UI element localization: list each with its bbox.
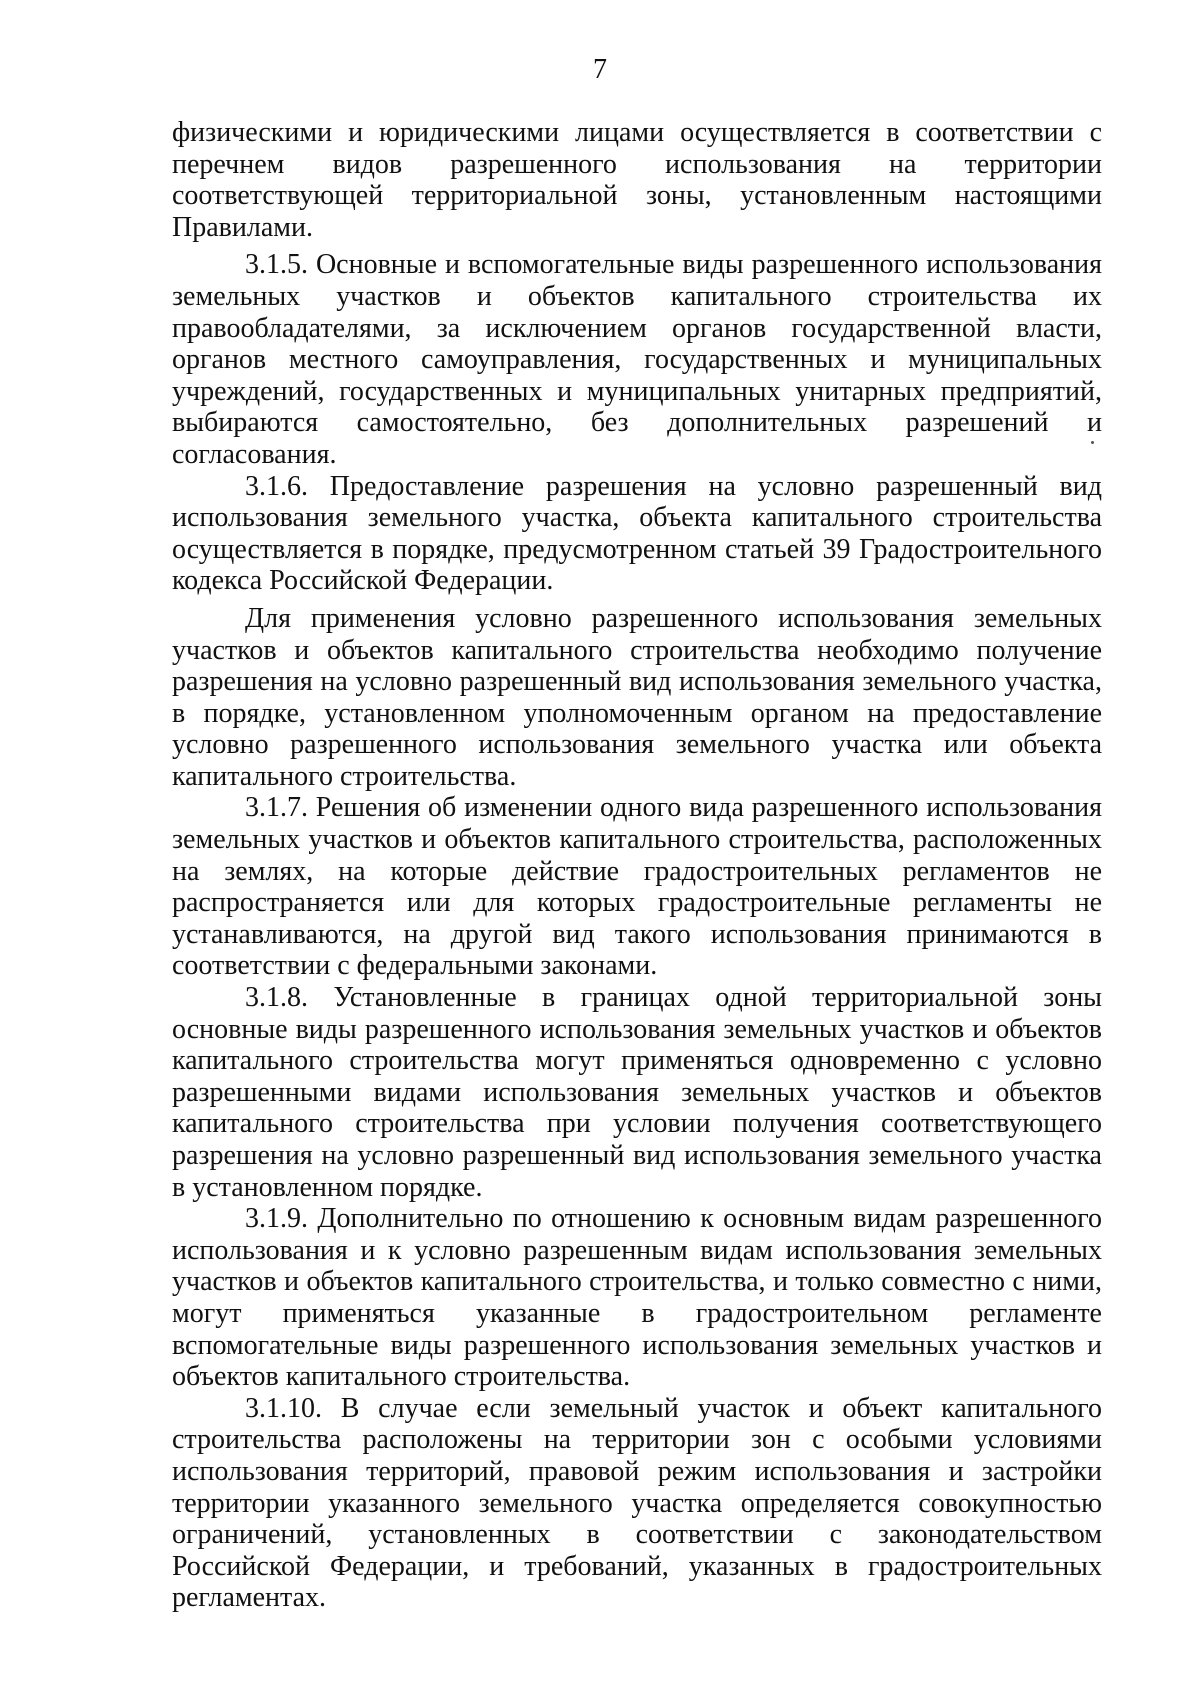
paragraph-3-1-10: 3.1.10. В случае если земельный участок и объект капитального строительства расположены на территории зон с особыми условиями использования территорий, правовой режим использования и застройки территории указанного земельного участка определяется совокупностью ограничений, установленных в соответствии с законодательством Российской Федерации, и требований, указанных в градостроительных регламентах. (172, 1392, 1102, 1614)
paragraph-3-1-5: 3.1.5. Основные и вспомогательные виды разрешенного использования земельных участков и объектов капитального строительства их правообладателями, за исключением органов государственной власти, органов местного самоуправления, государственных и муниципальных учреждений, государственных и муниципальных унитарных предприятий, выбираются самостоятельно, без дополнительных разрешений и согласования. (172, 249, 1102, 470)
scan-speck (1091, 441, 1094, 444)
paragraph-3-1-7: 3.1.7. Решения об изменении одного вида разрешенного использования земельных участков и объектов капитального строительства, расположенных на землях, на которые действие градостроительных регламентов не распространяется или для которых градостроительные регламенты не устанавливаются, на другой вид такого использования принимаются в соответствии с федеральными законами. (172, 792, 1102, 982)
paragraph-conditional-use: Для применения условно разрешенного использования земельных участков и объектов капитального строительства необходимо получение разрешения на условно разрешенный вид использования земельного участка, в порядке, установленном уполномоченным органом на предоставление условно разрешенного использования земельного участка или объекта капитального строительства. (172, 602, 1102, 792)
paragraph-3-1-6: 3.1.6. Предоставление разрешения на условно разрешенный вид использования земельного участка, объекта капитального строительства осуществляется в порядке, предусмотренном статьей 39 Градостроительного кодекса Российской Федерации. (172, 470, 1102, 597)
paragraph-3-1-8: 3.1.8. Установленные в границах одной территориальной зоны основные виды разрешенного использования земельных участков и объектов капитального строительства могут применяться одновременно с условно разрешенными видами использования земельных участков и объектов капитального строительства при условии получения соответствующего разрешения на условно разрешенный вид использования земельного участка в установленном порядке. (172, 982, 1102, 1203)
page-number: 7 (593, 54, 607, 85)
paragraph-continuation: физическими и юридическими лицами осуществляется в соответствии с перечнем видов разрешенного использования на территории соответствующей территориальной зоны, установленным настоящими Правилами. (172, 117, 1102, 243)
paragraph-3-1-9: 3.1.9. Дополнительно по отношению к основным видам разрешенного использования и к условно разрешенным видам использования земельных участков и объектов капитального строительства, и только совместно с ними, могут применяться указанные в градостроительном регламенте вспомогательные виды разрешенного использования земельных участков и объектов капитального строительства. (172, 1203, 1102, 1393)
document-body (172, 117, 1102, 1614)
